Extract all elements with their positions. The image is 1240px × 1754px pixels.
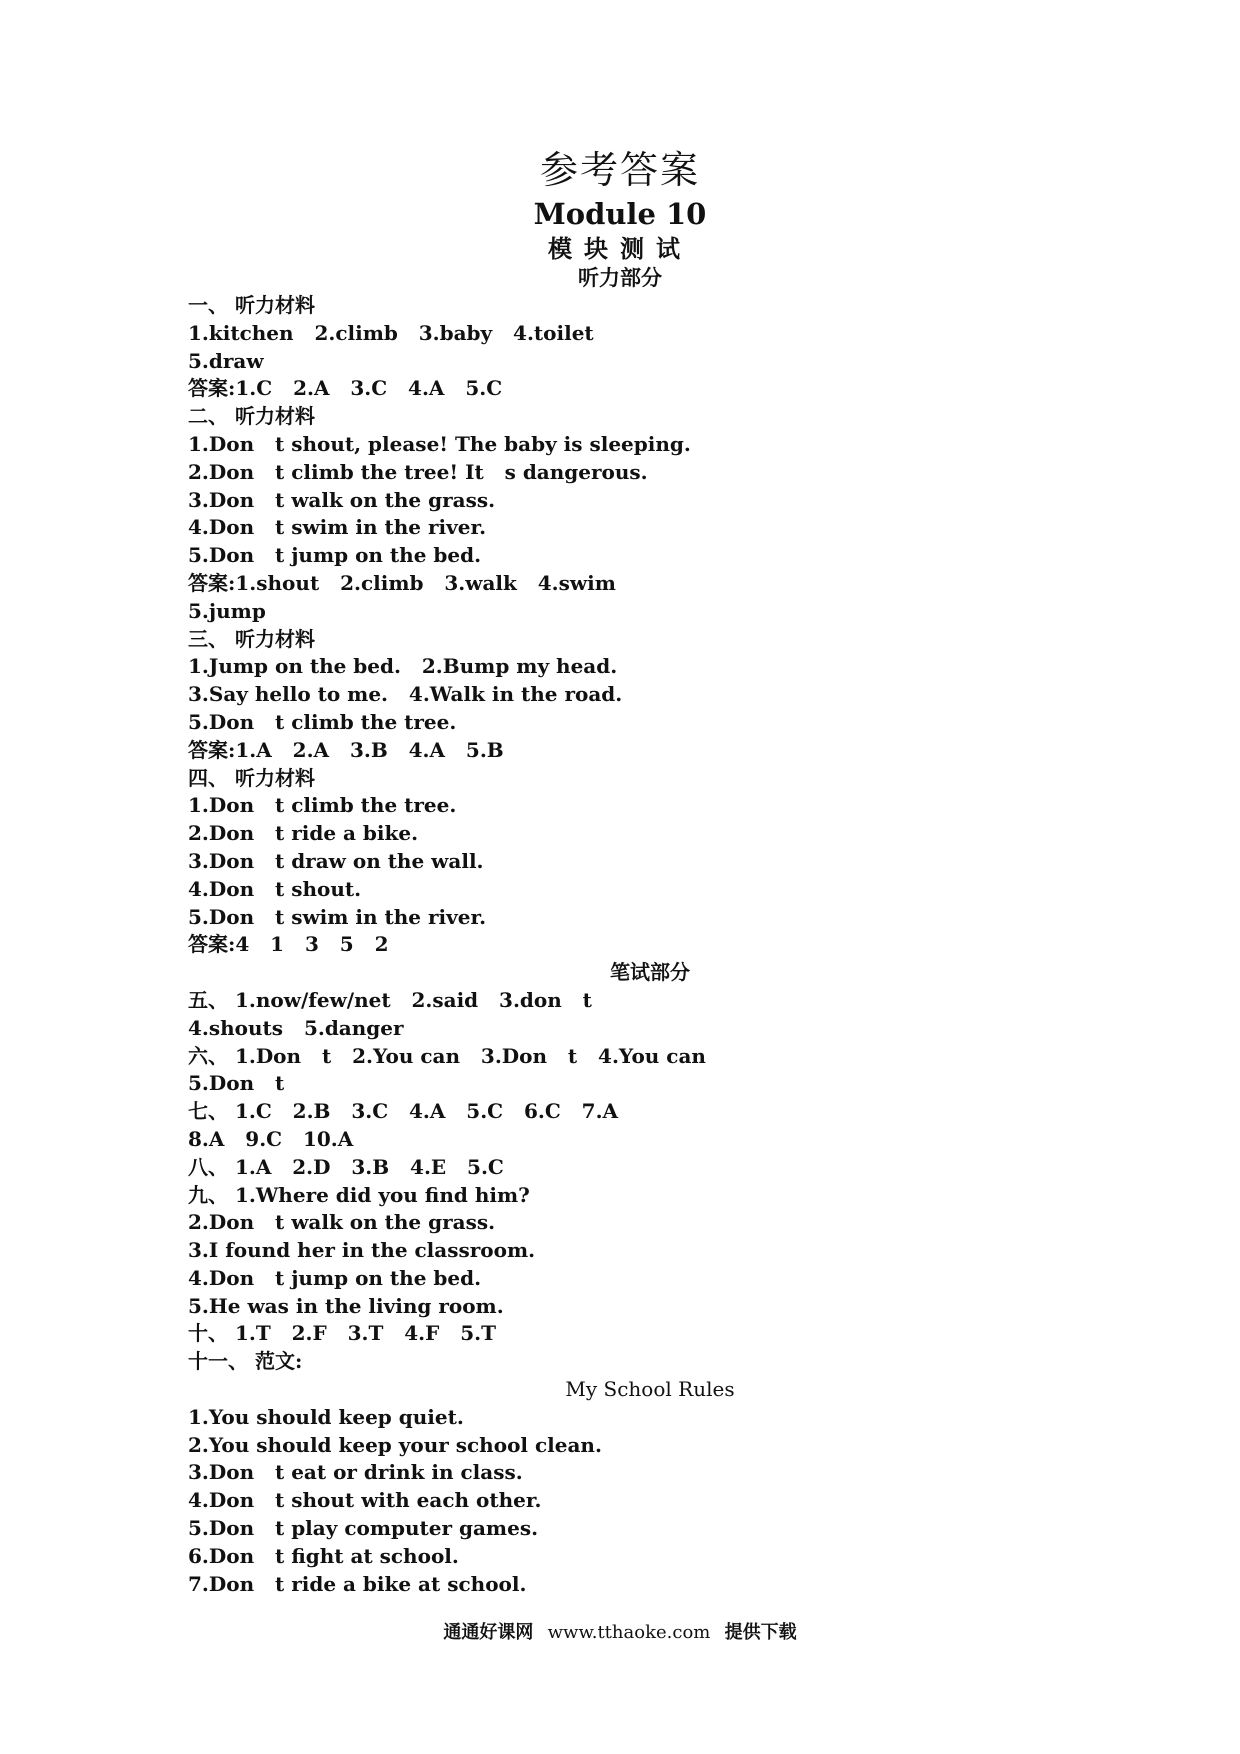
answer-line: 1.Don t climb the tree. [188,793,457,818]
answer-line: 7.Don t ride a bike at school. [188,1571,527,1596]
answer-line: 答案:1.C 2.A 3.C 4.A 5.C [188,376,503,401]
answer-line: 5.Don t [188,1071,285,1096]
answer-line: 八、 1.A 2.D 3.B 4.E 5.C [188,1154,504,1179]
answer-line: 4.Don t shout with each other. [188,1488,542,1513]
section-heading: 二、 听力材料 [188,404,315,429]
answer-line: 5.Don t swim in the river. [188,904,487,929]
footer-url[interactable]: www.tthaoke.com [547,1622,711,1643]
answer-line: 3.Don t walk on the grass. [188,487,496,512]
answer-line: 答案:1.shout 2.climb 3.walk 4.swim [188,570,616,595]
answer-line: 1.kitchen 2.climb 3.baby 4.toilet [188,320,594,345]
answer-line: 4.Don t jump on the bed. [188,1265,482,1290]
answer-line: 4.Don t shout. [188,876,362,901]
answer-line: 4.shouts 5.danger [188,1015,404,1040]
answer-line: 2.Don t ride a bike. [188,821,419,846]
answer-line: 1.You should keep quiet. [188,1404,464,1429]
answer-line: 2.Don t walk on the grass. [188,1210,496,1235]
answer-line: 5.He was in the living room. [188,1293,504,1318]
answer-line: 2.Don t climb the tree! It s dangerous. [188,459,648,484]
answer-line: 十、 1.T 2.F 3.T 4.F 5.T [188,1321,496,1346]
answer-content [188,292,1068,1598]
footer-site-name: 通通好课网 [443,1622,534,1643]
module-title: Module 10 [533,197,707,231]
answer-line: 2.You should keep your school clean. [188,1432,602,1457]
answer-line: 九、 1.Where did you find him? [188,1182,530,1207]
answer-line: 5.jump [188,598,266,623]
answer-line: 5.Don t play computer games. [188,1516,539,1541]
answer-line: 5.Don t jump on the bed. [188,543,482,568]
answer-line: 十一、 范文: [188,1349,303,1374]
answer-line: 答案:1.A 2.A 3.B 4.A 5.B [188,737,504,762]
section-heading: 三、 听力材料 [188,626,315,651]
essay-title: My School Rules [565,1377,735,1402]
page-footer [0,1620,1240,1646]
answer-line: 七、 1.C 2.B 3.C 4.A 5.C 6.C 7.A [188,1099,619,1124]
answer-line: 4.Don t swim in the river. [188,515,487,540]
answer-line: 8.A 9.C 10.A [188,1126,354,1151]
answer-line: 答案:4 1 3 5 2 [188,932,389,957]
page-title: 参考答案 [539,148,700,192]
test-subtitle: 模块测试 [548,234,692,263]
answer-line: 五、 1.now/few/net 2.said 3.don t [188,987,592,1012]
answer-line: 1.Jump on the bed. 2.Bump my head. [188,654,618,679]
footer-download: 提供下载 [724,1622,797,1643]
written-heading: 笔试部分 [610,960,690,985]
answer-line: 5.draw [188,348,264,373]
answer-line: 3.I found her in the classroom. [188,1238,536,1263]
answer-line: 3.Don t eat or drink in class. [188,1460,523,1485]
answer-line: 6.Don t fight at school. [188,1543,459,1568]
answer-line: 3.Say hello to me. 4.Walk in the road. [188,682,623,707]
answer-line: 1.Don t shout, please! The baby is sleeping. [188,431,691,456]
answer-line: 5.Don t climb the tree. [188,709,457,734]
answer-line: 六、 1.Don t 2.You can 3.Don t 4.You can [188,1043,706,1068]
listening-heading: 听力部分 [578,265,662,290]
answer-line: 3.Don t draw on the wall. [188,848,484,873]
section-heading: 四、 听力材料 [188,765,315,790]
section-heading: 一、 听力材料 [188,293,315,317]
